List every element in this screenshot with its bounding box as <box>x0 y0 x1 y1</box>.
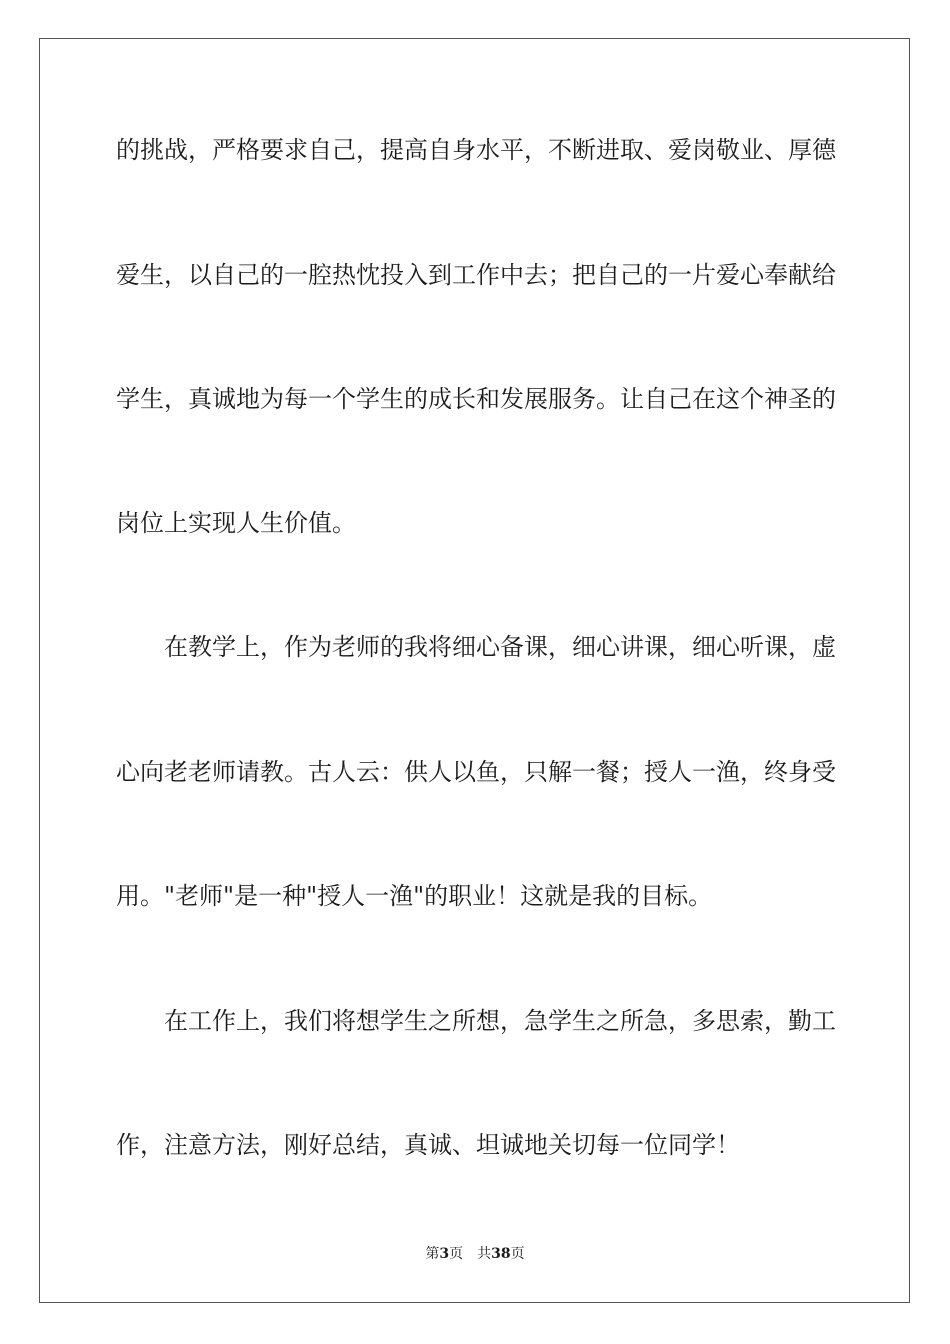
body-line-4: 岗位上实现人生价值。 <box>116 509 356 537</box>
body-line-1: 的挑战，严格要求自己，提高自身水平，不断进取、爱岗敬业、厚德 <box>116 136 836 164</box>
paragraph-3-first-line: 在工作上，我们将想学生之所想，急学生之所急，多思索，勤工 <box>164 1007 836 1035</box>
body-line-2: 爱生，以自己的一腔热忱投入到工作中去；把自己的一片爱心奉献给 <box>116 261 836 289</box>
page-number: 3 <box>439 1246 450 1262</box>
total-suffix: 页 <box>510 1246 525 1262</box>
body-line-3: 学生，真诚地为每一个学生的成长和发展服务。让自己在这个神圣的 <box>116 385 836 413</box>
body-line-7: 用。"老师"是一种"授人一渔"的职业！这就是我的目标。 <box>116 882 713 910</box>
paragraph-2-first-line: 在教学上，作为老师的我将细心备课，细心讲课，细心听课，虚 <box>164 633 836 661</box>
page-footer <box>0 1244 950 1264</box>
page-frame <box>39 38 910 1303</box>
page-prefix: 第 <box>425 1246 440 1262</box>
body-line-6: 心向老老师请教。古人云：供人以鱼，只解一餐；授人一渔，终身受 <box>116 758 836 786</box>
total-pages: 38 <box>491 1246 511 1262</box>
page-suffix: 页 <box>449 1246 464 1262</box>
body-line-9: 作，注意方法，刚好总结，真诚、坦诚地关切每一位同学！ <box>116 1131 740 1159</box>
total-prefix: 共 <box>477 1246 492 1262</box>
